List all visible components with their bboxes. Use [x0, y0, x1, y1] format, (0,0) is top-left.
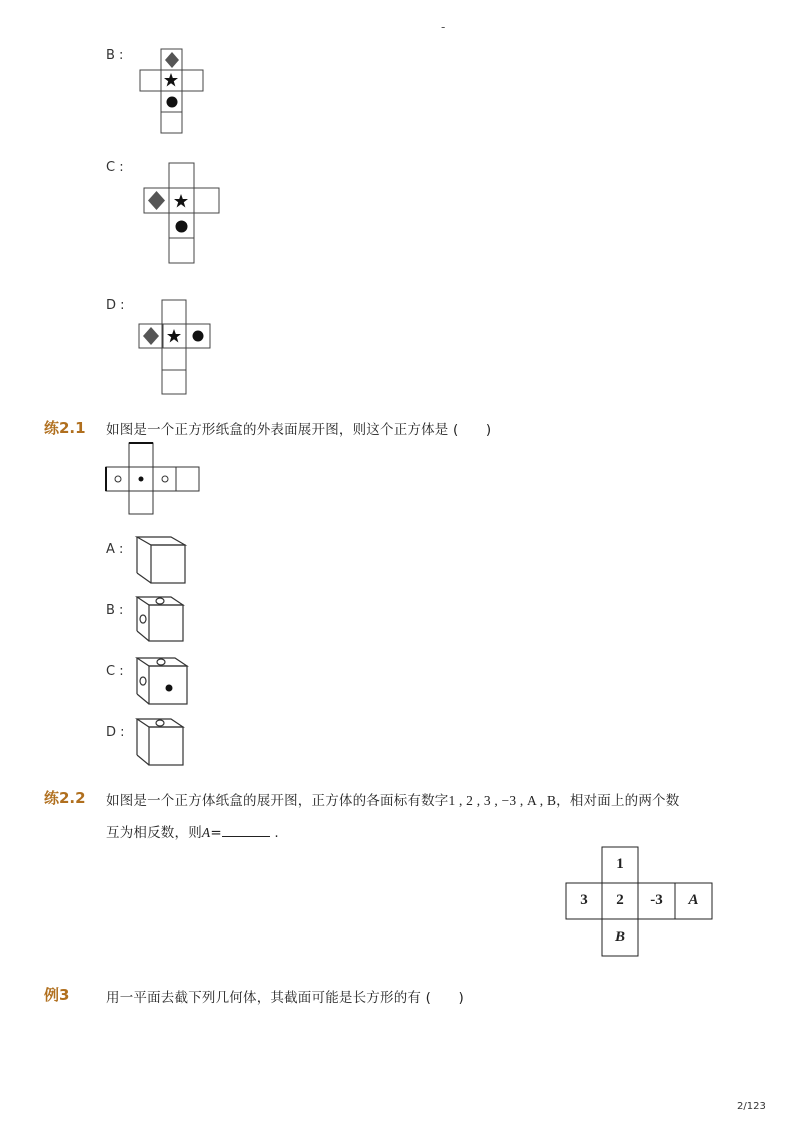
header-mark: -: [441, 20, 446, 34]
net-face-right1: -3: [650, 892, 663, 908]
net-face-top: 1: [616, 856, 624, 872]
net-face-left: 3: [580, 892, 588, 908]
net-face-bottom: B: [614, 929, 625, 945]
practice-2-1-tag: 练2.1: [44, 419, 86, 437]
question-text: 互为相反数，则: [106, 825, 202, 841]
option-d-label: D :: [106, 725, 125, 740]
question-values: 1 , 2 , 3 , −3 , A , B: [448, 793, 557, 808]
equals-sign: =: [210, 825, 222, 841]
page-number: 2/123: [737, 1101, 766, 1112]
option-b-label: B :: [106, 48, 124, 63]
practice-2-2-tag: 练2.2: [44, 789, 86, 807]
question-text: 如图是一个正方体纸盒的展开图，正方体的各面标有数字: [106, 793, 449, 809]
net-face-right2: A: [688, 892, 699, 908]
practice-2-1-question: 如图是一个正方形纸盒的外表面展开图，则这个正方体是 ( ): [106, 422, 492, 438]
example-3-question: 用一平面去截下列几何体，其截面可能是长方形的有 ( ): [106, 990, 464, 1006]
question-variable: A: [201, 825, 211, 840]
option-c-label: C :: [106, 160, 124, 175]
option-c-label: C :: [106, 664, 124, 679]
option-d-label: D :: [106, 298, 125, 313]
option-a-label: A :: [106, 542, 124, 557]
example-3-tag: 例3: [44, 986, 70, 1004]
net-face-center: 2: [616, 892, 624, 908]
period: .: [274, 825, 279, 841]
option-b-label: B :: [106, 603, 124, 618]
question-text: ，相对面上的两个数: [556, 793, 680, 809]
